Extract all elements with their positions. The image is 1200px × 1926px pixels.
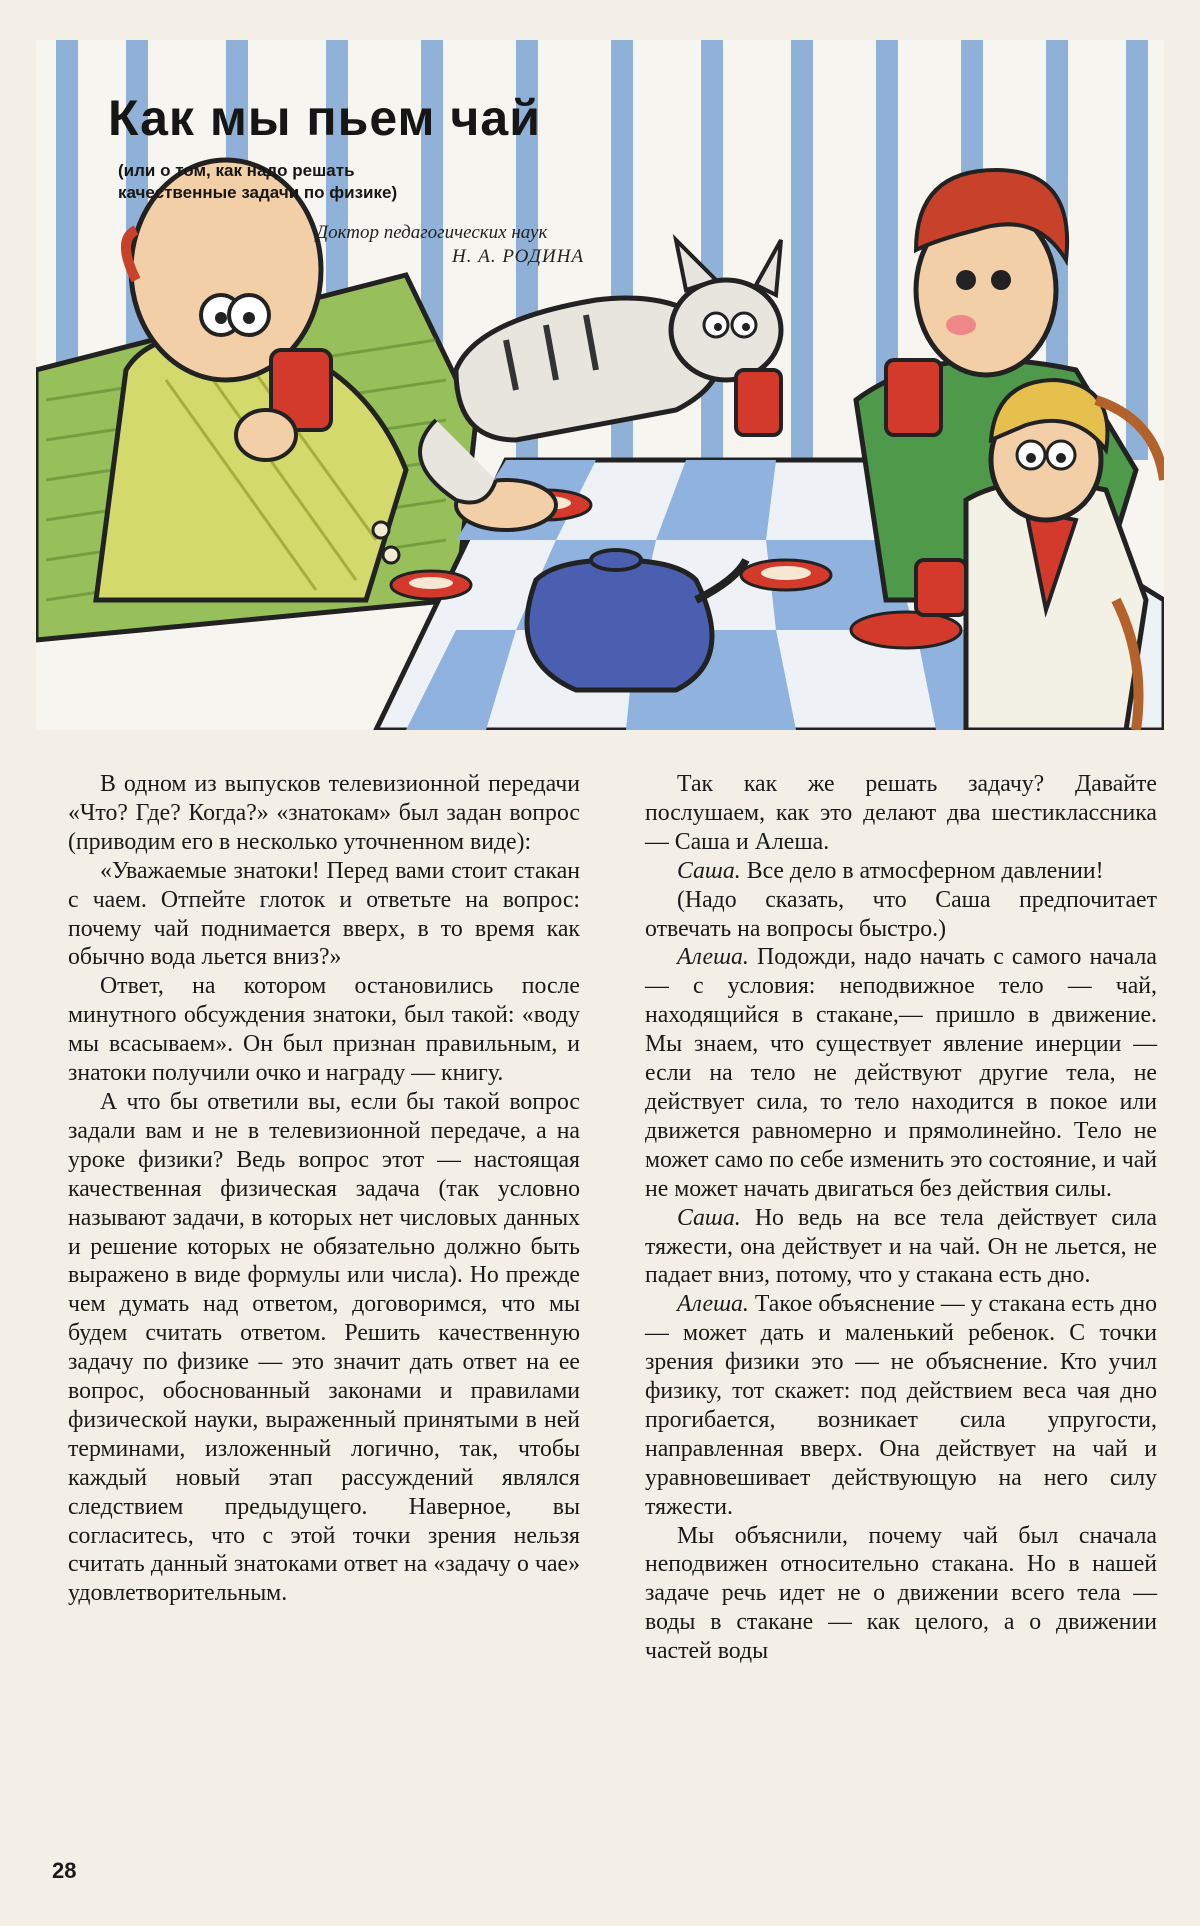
- speaker-label: Алеша.: [677, 944, 749, 971]
- paragraph: В одном из выпусков телевизионной передачи «Что? Где? Когда?» «знатокам» был задан вопрос (приводим его в несколько уточненном виде):: [68, 771, 580, 855]
- dialogue-line: [645, 857, 1157, 886]
- speaker-label: Саша.: [677, 857, 741, 884]
- paragraph: [645, 886, 1157, 944]
- author-name: Н. А. РОДИНА: [452, 246, 585, 267]
- paragraph: Ответ, на котором остановились после минутного обсуждения знатоки, был такой: «воду мы всасываем». Он был признан правильным, и знатоки получили очко и награду — книгу.: [68, 973, 580, 1087]
- paragraph-text: Так как же решать задачу? Давайте послушаем, как это делают два шестиклассника — Саша и Алеша.: [645, 771, 1157, 855]
- speaker-label: Алеша.: [677, 1291, 749, 1318]
- dialogue-text: Но ведь на все тела действует сила тяжести, она действует и на чай. Он не льется, не падает вниз, потому, что у стакана есть дно.: [645, 1204, 1157, 1289]
- subtitle-line-1: (или о том, как надо решать: [118, 160, 355, 180]
- paragraph: «Уважаемые знатоки! Перед вами стоит стакан с чаем. Отпейте глоток и ответьте на вопрос: почему чай поднимается вверх, в то время как обычно вода льется вниз?»: [68, 857, 580, 971]
- paragraph: [645, 770, 1157, 857]
- title-block: [108, 90, 628, 205]
- article-column-left: [68, 770, 580, 1608]
- speaker-label: Саша.: [677, 1204, 741, 1231]
- dialogue-line: [645, 1290, 1157, 1521]
- page-number: 28: [52, 1858, 77, 1883]
- dialogue-text: Такое объяснение — у стакана есть дно — может дать и маленький ребенок. С точки зрения физики это — не объяснение. Кто учил физику, тот скажет: под действием веса чая дно прогибается, возникает сила упругости, направленная вверх. Она действует на чай и уравновешивает действующую на него силу тяжести.: [645, 1291, 1157, 1520]
- author-role: Доктор педагогических наук: [316, 222, 548, 243]
- dialogue-line: [645, 943, 1157, 1203]
- dialogue-text: Подожди, надо начать с самого начала — с условия: неподвижное тело — чай, находящийся в стакане,— пришло в движение. Мы знаем, что существует явление инерции — если на тело не действуют другие тела, не действует сила, то тело находится в покое или движется равномерно и прямолинейно. Тело не может само по себе изменить это состояние, и чай не может начать двигаться без действия силы.: [645, 944, 1157, 1202]
- dialogue-text: Все дело в атмосферном давлении!: [740, 857, 1104, 884]
- article-column-right: [645, 770, 1157, 1666]
- subtitle-line-2: качественные задачи по физике): [118, 183, 398, 203]
- paragraph: [645, 1522, 1157, 1667]
- subtitle: [118, 160, 628, 206]
- page-title: Как мы пьем чай: [108, 90, 541, 146]
- paragraph-text: Мы объяснили, почему чай был сначала неподвижен относительно стакана. Но в нашей задаче речь идет не о движении всего тела — воды в стакане — как целого, а о движении частей воды: [645, 1522, 1157, 1665]
- illustration: [36, 40, 1164, 730]
- paragraph-text: (Надо сказать, что Саша предпочитает отвечать на вопросы быстро.): [645, 886, 1157, 942]
- dialogue-line: [645, 1204, 1157, 1291]
- paragraph: А что бы ответили вы, если бы такой вопрос задали вам и не в телевизионной передаче, а на уроке физики? Ведь вопрос этот — настоящая качественная физическая задача (так условно называют задачи, в которых нет числовых данных и решение которых не обязательно должно быть выражено в виде формулы или числа). Но прежде чем думать над ответом, договоримся, что мы будем считать ответом. Решить качественную задачу по физике — это значит дать ответ на ее вопрос, обоснованный законами и правилами физической науки, выраженный принятыми в ней терминами, изложенный логично, так, чтобы каждый новый этап рассуждений являлся следствием предыдущего. Наверное, вы согласитесь, что с этой точки зрения нельзя считать данный знатоками ответ на «задачу о чае» удовлетворительным.: [68, 1088, 580, 1607]
